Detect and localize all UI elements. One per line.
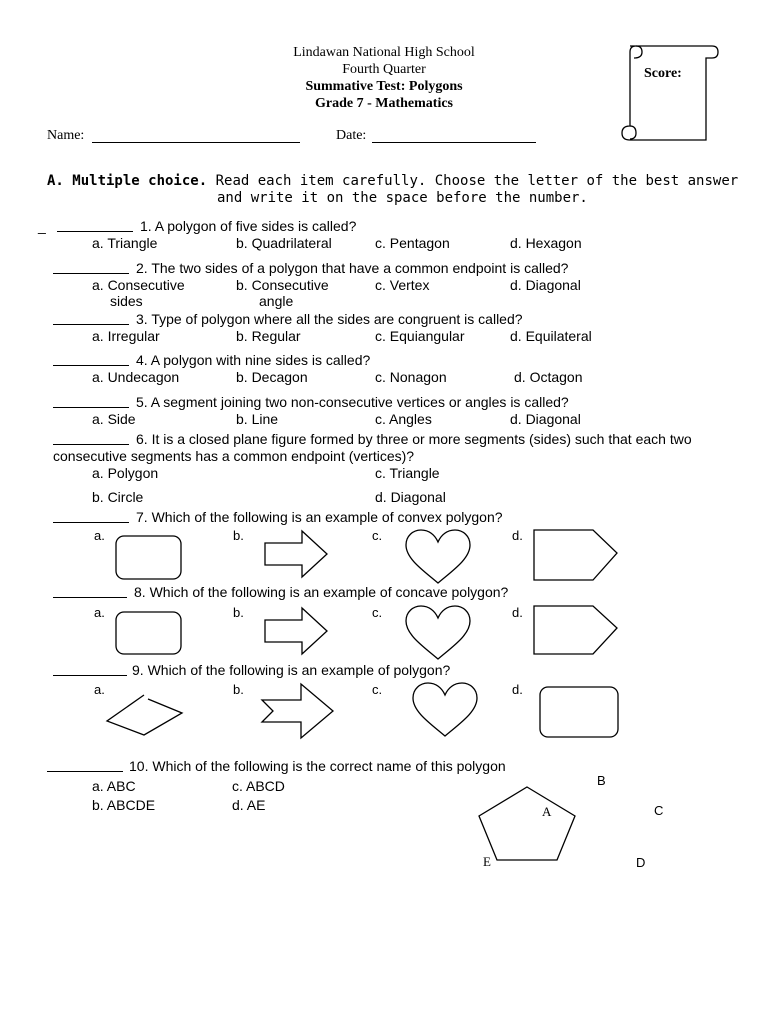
date-field[interactable] xyxy=(372,142,536,143)
q2-option-d: d. Diagonal xyxy=(510,277,581,293)
q9-notched-arrow-icon xyxy=(261,683,335,739)
q7-letter-a: a. xyxy=(94,528,105,543)
question-2: 2. The two sides of a polygon that have a common endpoint is called? xyxy=(136,260,569,276)
q9-heart-icon xyxy=(411,682,479,737)
vertex-label-e: E xyxy=(483,854,491,869)
vertex-label-a: A xyxy=(542,804,552,819)
q4-option-d: d. Octagon xyxy=(514,369,583,385)
question-10: 10. Which of the following is the correct name of this polygon xyxy=(129,758,506,774)
q10-option-b: b. ABCDE xyxy=(92,797,156,813)
answer-blank-9[interactable] xyxy=(53,675,127,676)
q7-pentagon-tag-icon xyxy=(533,529,619,581)
q10-option-a: a. ABC xyxy=(92,778,136,794)
q8-pentagon-tag-icon xyxy=(533,605,619,655)
q10-option-c: c. ABCD xyxy=(232,778,285,794)
q10-pentagon-figure xyxy=(477,786,577,862)
q2-option-b-cont: angle xyxy=(259,293,294,309)
q1-option-c: c. Pentagon xyxy=(375,235,450,251)
answer-blank-8[interactable] xyxy=(53,597,127,598)
question-6: 6. It is a closed plane figure formed by three or more segments (sides) such that each two xyxy=(136,431,692,447)
answer-blank-3[interactable] xyxy=(53,324,129,325)
vertex-label-c: C xyxy=(654,803,664,818)
q9-rounded-rectangle-icon xyxy=(539,686,619,738)
question-8: 8. Which of the following is an example of concave polygon? xyxy=(134,584,509,600)
question-4: 4. A polygon with nine sides is called? xyxy=(136,352,371,368)
q8-letter-a: a. xyxy=(94,605,105,620)
q2-option-a: a. Consecutive xyxy=(92,277,185,293)
grade-label: Grade 7 - Mathematics xyxy=(314,96,454,111)
name-field[interactable] xyxy=(92,142,300,143)
q7-heart-icon xyxy=(404,529,472,584)
q8-letter-d: d. xyxy=(512,605,523,620)
q8-letter-b: b. xyxy=(233,605,244,620)
answer-blank-6[interactable] xyxy=(53,444,129,445)
q3-option-d: d. Equilateral xyxy=(510,328,592,344)
answer-blank-5[interactable] xyxy=(53,407,129,408)
q8-letter-c: c. xyxy=(372,605,383,620)
school-name: Lindawan National High School xyxy=(293,45,475,60)
score-label: Score: xyxy=(644,66,682,81)
q9-letter-d: d. xyxy=(512,682,523,697)
instructions-line2: and write it on the space before the number. xyxy=(217,190,588,206)
q7-letter-b: b. xyxy=(233,528,244,543)
q1-option-a: a. Triangle xyxy=(92,235,158,251)
question-5: 5. A segment joining two non-consecutive vertices or angles is called? xyxy=(136,394,569,410)
question-7: 7. Which of the following is an example of convex polygon? xyxy=(136,509,503,525)
answer-blank-10[interactable] xyxy=(47,771,123,772)
q3-option-b: b. Regular xyxy=(236,328,301,344)
date-label: Date: xyxy=(336,128,367,143)
q2-option-a-cont: sides xyxy=(110,293,143,309)
answer-blank-7[interactable] xyxy=(53,522,129,523)
q7-letter-d: d. xyxy=(512,528,523,543)
q9-open-quadrilateral-icon xyxy=(106,693,184,737)
q7-rounded-rectangle-icon xyxy=(115,535,182,580)
q3-option-a: a. Irregular xyxy=(92,328,160,344)
question-1: 1. A polygon of five sides is called? xyxy=(140,218,357,234)
question-3: 3. Type of polygon where all the sides are congruent is called? xyxy=(136,311,523,327)
q9-letter-a: a. xyxy=(94,682,105,697)
q6-option-b: b. Circle xyxy=(92,489,144,505)
test-title: Summative Test: Polygons xyxy=(305,79,463,94)
q3-option-c: c. Equiangular xyxy=(375,328,465,344)
stray-mark: _ xyxy=(38,218,46,234)
vertex-label-b: B xyxy=(597,773,606,788)
q2-option-c: c. Vertex xyxy=(375,277,430,293)
q8-rounded-rectangle-icon xyxy=(115,611,182,655)
q5-option-b: b. Line xyxy=(236,411,279,427)
quarter-label: Fourth Quarter xyxy=(342,62,426,77)
name-label: Name: xyxy=(47,128,85,143)
q4-option-b: b. Decagon xyxy=(236,369,308,385)
q1-option-b: b. Quadrilateral xyxy=(236,235,332,251)
q6-option-a: a. Polygon xyxy=(92,465,159,481)
instructions-text: Read each item carefully. Choose the letter of the best answer xyxy=(215,173,739,189)
q7-letter-c: c. xyxy=(372,528,383,543)
instructions-heading: A. Multiple choice. xyxy=(47,173,208,189)
q8-arrow-icon xyxy=(264,607,328,655)
q4-option-c: c. Nonagon xyxy=(375,369,447,385)
q7-arrow-icon xyxy=(264,530,328,578)
q4-option-a: a. Undecagon xyxy=(92,369,180,385)
score-scroll-icon xyxy=(618,42,720,148)
instructions-line1 xyxy=(47,173,738,189)
q1-option-d: d. Hexagon xyxy=(510,235,582,251)
answer-blank-2[interactable] xyxy=(53,273,129,274)
answer-blank-4[interactable] xyxy=(53,365,129,366)
q9-letter-b: b. xyxy=(233,682,244,697)
q5-option-c: c. Angles xyxy=(375,411,432,427)
q5-option-a: a. Side xyxy=(92,411,136,427)
q2-option-b: b. Consecutive xyxy=(236,277,329,293)
q8-heart-icon xyxy=(404,605,472,660)
vertex-label-d: D xyxy=(636,855,646,870)
q6-option-c: c. Triangle xyxy=(375,465,440,481)
q9-letter-c: c. xyxy=(372,682,383,697)
q5-option-d: d. Diagonal xyxy=(510,411,581,427)
q6-option-d: d. Diagonal xyxy=(375,489,446,505)
question-6-cont: consecutive segments has a common endpoint (vertices)? xyxy=(53,448,415,464)
question-9: 9. Which of the following is an example of polygon? xyxy=(132,662,451,678)
q10-option-d: d. AE xyxy=(232,797,266,813)
answer-blank-1[interactable] xyxy=(57,231,133,232)
